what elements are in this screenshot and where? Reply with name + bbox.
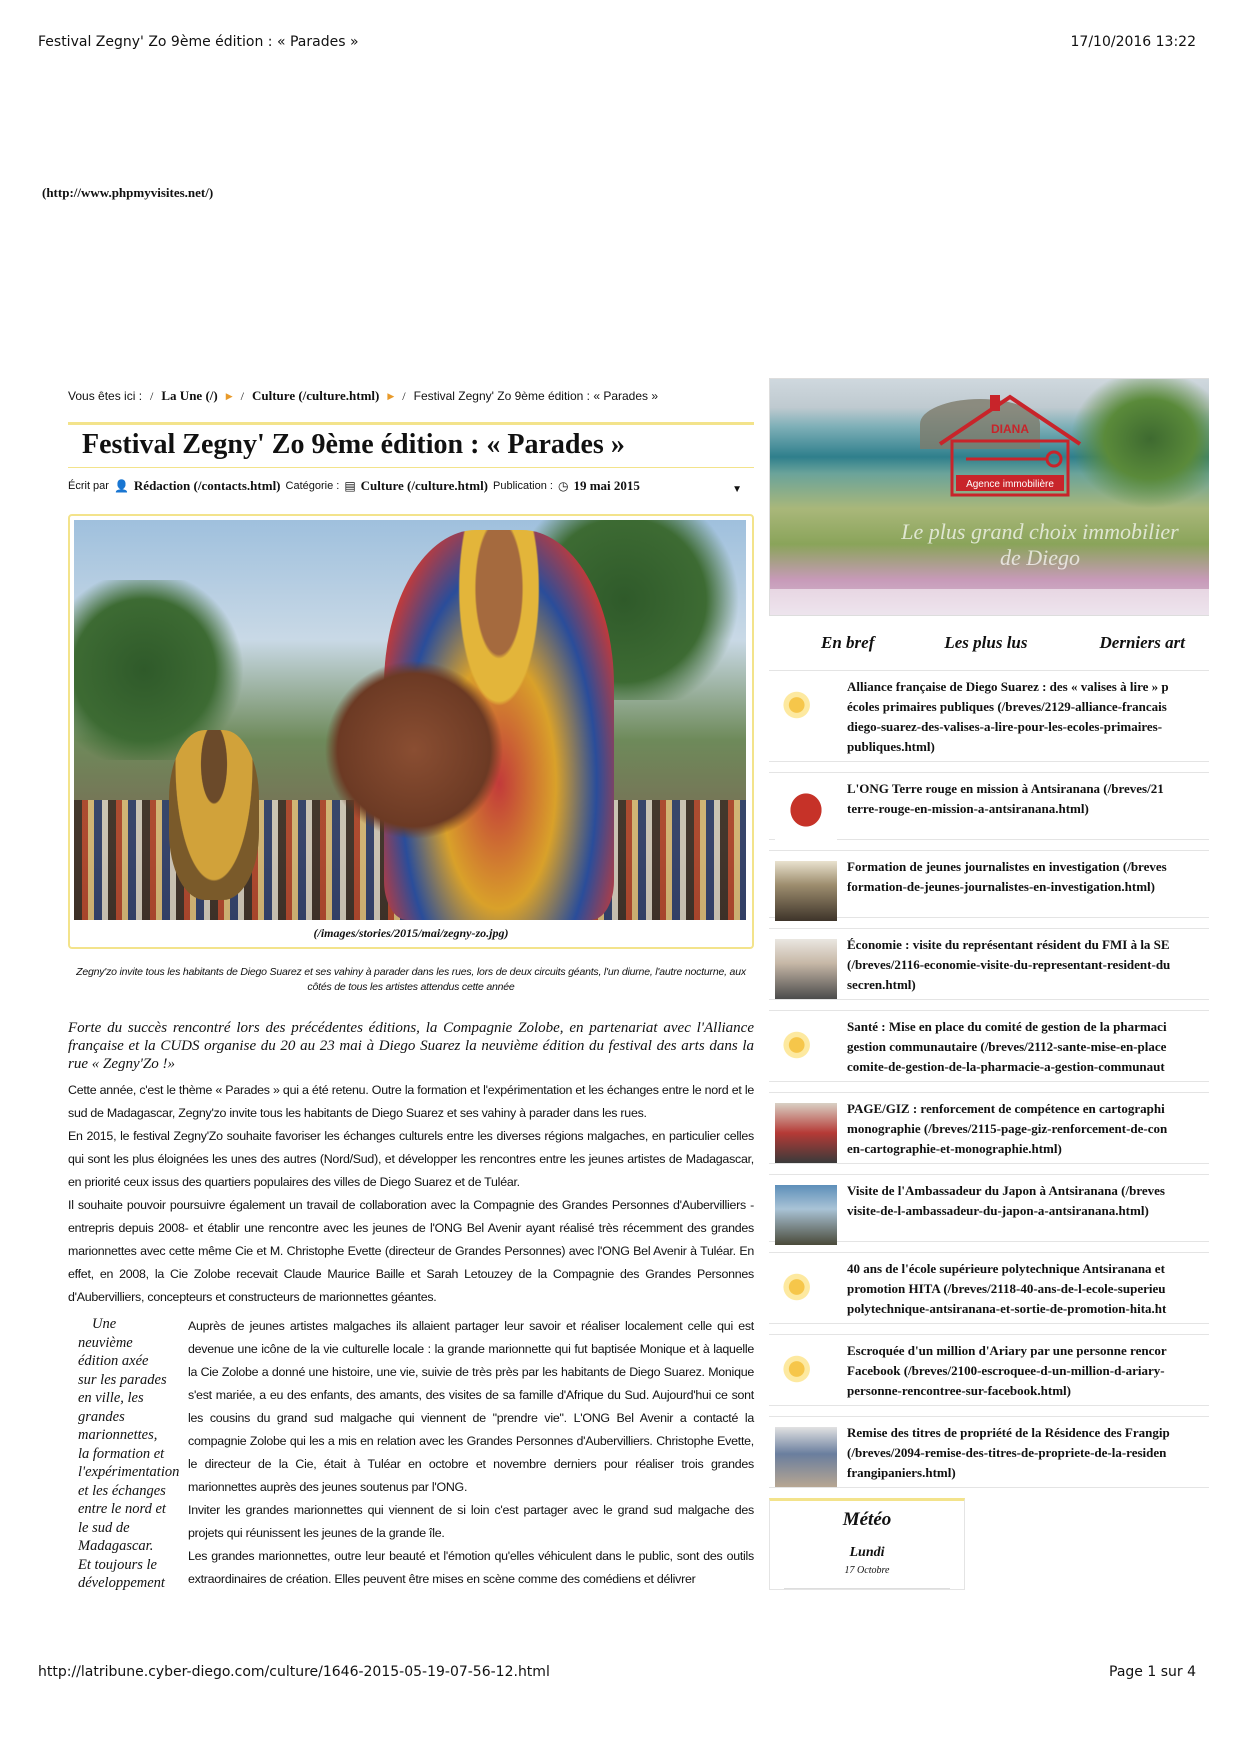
breadcrumb-culture-link[interactable]: Culture (/culture.html) <box>252 388 380 403</box>
weather-date: 17 Octobre <box>784 1565 950 1589</box>
breadcrumb <box>68 382 754 410</box>
pullquote <box>68 1315 178 1593</box>
news-line: Escroquée d'un million d'Ariary par une personne rencor <box>847 1343 1167 1358</box>
breadcrumb-home-link[interactable]: La Une (/) <box>161 388 218 403</box>
news-line: visite-de-l-ambassadeur-du-japon-a-antsiranana.html) <box>847 1203 1149 1218</box>
news-line: publiques.html) <box>847 739 935 754</box>
category-icon: ▤ <box>344 478 356 493</box>
news-thumbnail <box>775 1345 837 1405</box>
list-item[interactable] <box>769 1416 1209 1488</box>
list-item[interactable] <box>769 1174 1209 1242</box>
image-link[interactable]: (/images/stories/2015/mai/zegny-zo.jpg) <box>313 926 509 940</box>
news-thumbnail <box>775 939 837 999</box>
news-thumbnail <box>775 1263 837 1323</box>
news-thumbnail <box>775 861 837 921</box>
news-line: monographie (/breves/2115-page-giz-renforcement-de-con <box>847 1121 1168 1136</box>
phpmyvisites-link[interactable]: (http://www.phpmyvisites.net/) <box>42 185 214 200</box>
article-lead: Forte du succès rencontré lors des précédentes éditions, la Compagnie Zolobe, en partenariat avec l'Alliance française et la CUDS organise du 20 au 23 mai à Diego Suarez la neuvième édition du festival des arts dans la rue « Zegny'Zo !» <box>68 1020 754 1072</box>
pullquote-line: la formation et <box>78 1445 165 1462</box>
news-line: formation-de-jeunes-journalistes-en-investigation.html) <box>847 879 1155 894</box>
paragraph: Cette année, c'est le thème « Parades » qui a été retenu. Outre la formation et l'expérimentation et les échanges entre le nord et le sud de Madagascar, Zegny'zo invite tous les habitants de Diego Suarez et ses vahiny à parader dans les rues. <box>68 1083 754 1120</box>
list-item[interactable] <box>769 1010 1209 1082</box>
news-line: en-cartographie-et-monographie.html) <box>847 1141 1062 1156</box>
list-item[interactable] <box>769 850 1209 918</box>
category-label: Catégorie : <box>285 480 340 492</box>
pullquote-line: en ville, les <box>78 1390 144 1406</box>
paragraph: En 2015, le festival Zegny'Zo souhaite favoriser les échanges culturels entre les diverses régions malgaches, en particulier celles qui sont les plus éloignées les unes des autres (Nord/Sud), et développer les rencontres entre les jeunes artistes de Madagascar, en priorité ceux issus des quartiers populaires des villes de Diego Suarez et de Tuléar. <box>68 1129 754 1189</box>
list-item[interactable] <box>769 1092 1209 1164</box>
paragraph: Auprès de jeunes artistes malgaches ils allaient partager leur savoir et réaliser localement celle qui est devenue une icône de la vie culturelle locale : la grande marionnette qui fut baptisée Monique et à laquelle la Cie Zolobe a donné une histoire, une vie, suivie de très près par les habitants de Diego Suarez. Monique s'est mariée, a eu des enfants, des amants, des visites de sa famille d'Afrique du Sud. Aujourd'hui ce sont les cousins du grand sud malgache qui viennent de "prendre vie". L'ONG Bel Avenir a contacté la compagnie Zolobe qui les a mis en relation avec les Grandes Personnes d'Aubervilliers. Christophe Evette, le directeur de la Cie, était à Tuléar en octobre et novembre derniers pour réaliser trois grandes marionnettes auprès des jeunes soutenus par l'ONG. <box>188 1319 754 1494</box>
tab-en-bref[interactable]: En bref <box>821 633 875 652</box>
news-line: (/breves/2094-remise-des-titres-de-propriete-de-la-residen <box>847 1445 1167 1460</box>
pullquote-line: et les échanges <box>78 1482 166 1499</box>
article-title-box <box>68 422 754 468</box>
article-meta <box>68 478 754 494</box>
weather-title: Météo <box>842 1509 892 1530</box>
breadcrumb-label: Vous êtes ici : <box>68 389 143 403</box>
news-thumbnail <box>775 1103 837 1163</box>
banner-brand: DIANA <box>991 422 1029 436</box>
house-key-logo-icon <box>930 389 1090 499</box>
pullquote-line: grandes <box>78 1408 125 1425</box>
breadcrumb-current: Festival Zegny' Zo 9ème édition : « Parades » <box>413 389 659 403</box>
print-datetime: 17/10/2016 13:22 <box>1070 34 1196 50</box>
news-line: Facebook (/breves/2100-escroquee-d-un-million-d-ariary- <box>847 1363 1165 1378</box>
article-title: Festival Zegny' Zo 9ème édition : « Parades » <box>82 429 625 460</box>
pullquote-line: Une <box>92 1316 117 1332</box>
article-column <box>68 382 754 1593</box>
print-header <box>38 34 1196 50</box>
published-label: Publication : <box>493 480 553 492</box>
news-thumbnail <box>775 681 837 741</box>
pullquote-line: édition axée <box>78 1353 149 1369</box>
news-line: Remise des titres de propriété de la Résidence des Frangip <box>847 1425 1170 1440</box>
breadcrumb-arrow-icon: ▶ <box>225 390 233 401</box>
article-photo[interactable] <box>74 520 746 920</box>
pullquote-line: développement <box>78 1575 165 1591</box>
category-link[interactable]: Culture (/culture.html) <box>360 478 489 493</box>
print-footer <box>38 1664 1196 1680</box>
news-line: polytechnique-antsiranana-et-sortie-de-promotion-hita.ht <box>847 1301 1167 1316</box>
photo-caption: Zegny'zo invite tous les habitants de Diego Suarez et ses vahiny à parader dans les rues, lors de deux circuits géants, l'un diurne, l'autre nocturne, aux côtés de tous les artistes attendus cette année <box>76 966 746 993</box>
paragraph: Il souhaite pouvoir poursuivre également un travail de collaboration avec la Compagnie des Grandes Personnes d'Aubervilliers -entrepris depuis 2008- et établir une rencontre avec les jeunes de l'ONG Bel Avenir ayant réalisé très récemment des grandes marionnettes avec cette même Cie et M. Christophe Evette (directeur de Grandes Personnes) avec l'ONG Bel Avenir à Tuléar. En effet, en 2008, la Cie Zolobe recevait Claude Maurice Baille et Sarah Letouzey de la Compagnie des Grandes Personnes d'Aubervilliers, concepteurs et constructeurs de marionnettes géantes. <box>68 1198 754 1304</box>
news-list <box>769 670 1209 1488</box>
pullquote-line: Madagascar. <box>78 1538 154 1554</box>
list-item[interactable] <box>769 928 1209 1000</box>
news-line: terre-rouge-en-mission-a-antsiranana.html) <box>847 801 1089 816</box>
news-line: L'ONG Terre rouge en mission à Antsiranana (/breves/21 <box>847 781 1164 796</box>
pullquote-line: Et toujours le <box>78 1556 157 1573</box>
published-date: 19 mai 2015 <box>573 478 640 493</box>
author-link[interactable]: Rédaction (/contacts.html) <box>133 478 281 493</box>
article-image-box <box>68 514 754 949</box>
news-line: comite-de-gestion-de-la-pharmacie-a-gestion-communaut <box>847 1059 1165 1074</box>
print-url: http://latribune.cyber-diego.com/culture/1646-2015-05-19-07-56-12.html <box>38 1664 550 1680</box>
list-item[interactable] <box>769 1334 1209 1406</box>
news-line: diego-suarez-des-valises-a-lire-pour-les-ecoles-primaires- <box>847 719 1163 734</box>
clock-icon: ◷ <box>557 478 569 493</box>
news-thumbnail <box>775 1185 837 1245</box>
article-body <box>68 1079 754 1309</box>
sidebar <box>769 378 1209 1590</box>
news-line: Économie : visite du représentant résident du FMI à la SE <box>847 937 1170 952</box>
banner-slogan: Le plus grand choix immobilier de Diego <box>901 519 1179 570</box>
news-line: (/breves/2116-economie-visite-du-representant-resident-du <box>847 957 1171 972</box>
news-line: PAGE/GIZ : renforcement de compétence en cartographi <box>847 1101 1165 1116</box>
tab-derniers-articles[interactable]: Derniers art <box>1099 633 1185 652</box>
news-line: gestion communautaire (/breves/2112-sante-mise-en-place <box>847 1039 1167 1054</box>
paragraph: Inviter les grandes marionnettes qui viennent de si loin c'est partager avec le grand sud malgache des projets qui réunissent les jeunes de la grande île. <box>188 1503 754 1540</box>
user-icon: 👤 <box>113 478 129 493</box>
news-line: Alliance française de Diego Suarez : des « valises à lire » p <box>847 679 1169 694</box>
agency-banner[interactable] <box>769 378 1209 616</box>
pullquote-line: entre le nord et <box>78 1501 166 1517</box>
news-line: Visite de l'Ambassadeur du Japon à Antsiranana (/breves <box>847 1183 1165 1198</box>
print-title: Festival Zegny' Zo 9ème édition : « Parades » <box>38 34 359 50</box>
article-body-continued <box>188 1315 754 1593</box>
written-by-label: Écrit par <box>68 480 109 492</box>
news-line: Santé : Mise en place du comité de gestion de la pharmaci <box>847 1019 1167 1034</box>
news-thumbnail <box>775 1427 837 1487</box>
pullquote-line: sur les parades <box>78 1371 167 1388</box>
article-two-column <box>68 1315 754 1593</box>
pullquote-line: marionnettes, <box>78 1427 158 1443</box>
news-line: promotion HITA (/breves/2118-40-ans-de-l-ecole-superieu <box>847 1281 1166 1296</box>
banner-sub: Agence immobilière <box>966 479 1054 490</box>
paragraph: Les grandes marionnettes, outre leur beauté et l'émotion qu'elles véhiculent dans le public, sont des outils extraordinaires de création. Elles peuvent être mises en scène comme des comédiens et délivrer <box>188 1549 754 1586</box>
breadcrumb-separator: / <box>150 388 154 403</box>
print-page-number: Page 1 sur 4 <box>1109 1664 1196 1680</box>
news-line: Formation de jeunes journalistes en investigation (/breves <box>847 859 1167 874</box>
pullquote-line: le sud de <box>78 1519 130 1536</box>
news-line: écoles primaires publiques (/breves/2129-alliance-francais <box>847 699 1167 714</box>
pullquote-line: neuvième <box>78 1334 133 1351</box>
news-line: personne-rencontree-sur-facebook.html) <box>847 1383 1071 1398</box>
list-item[interactable] <box>769 1252 1209 1324</box>
news-line: 40 ans de l'école supérieure polytechnique Antsiranana et <box>847 1261 1165 1276</box>
list-item[interactable] <box>769 772 1209 840</box>
news-line: frangipaniers.html) <box>847 1465 956 1480</box>
breadcrumb-separator: / <box>402 388 406 403</box>
weather-widget <box>769 1498 965 1590</box>
list-item[interactable] <box>769 670 1209 762</box>
breadcrumb-separator: / <box>240 388 244 403</box>
breadcrumb-arrow-icon: ▶ <box>387 390 395 401</box>
tab-les-plus-lus[interactable]: Les plus lus <box>944 633 1028 652</box>
news-thumbnail <box>775 783 837 843</box>
news-tabs <box>769 616 1209 670</box>
weather-day: Lundi <box>849 1545 885 1560</box>
news-line: secren.html) <box>847 977 916 992</box>
pullquote-line: l'expérimentation <box>78 1464 180 1480</box>
chevron-down-icon[interactable]: ▼ <box>732 484 742 495</box>
news-thumbnail <box>775 1021 837 1081</box>
